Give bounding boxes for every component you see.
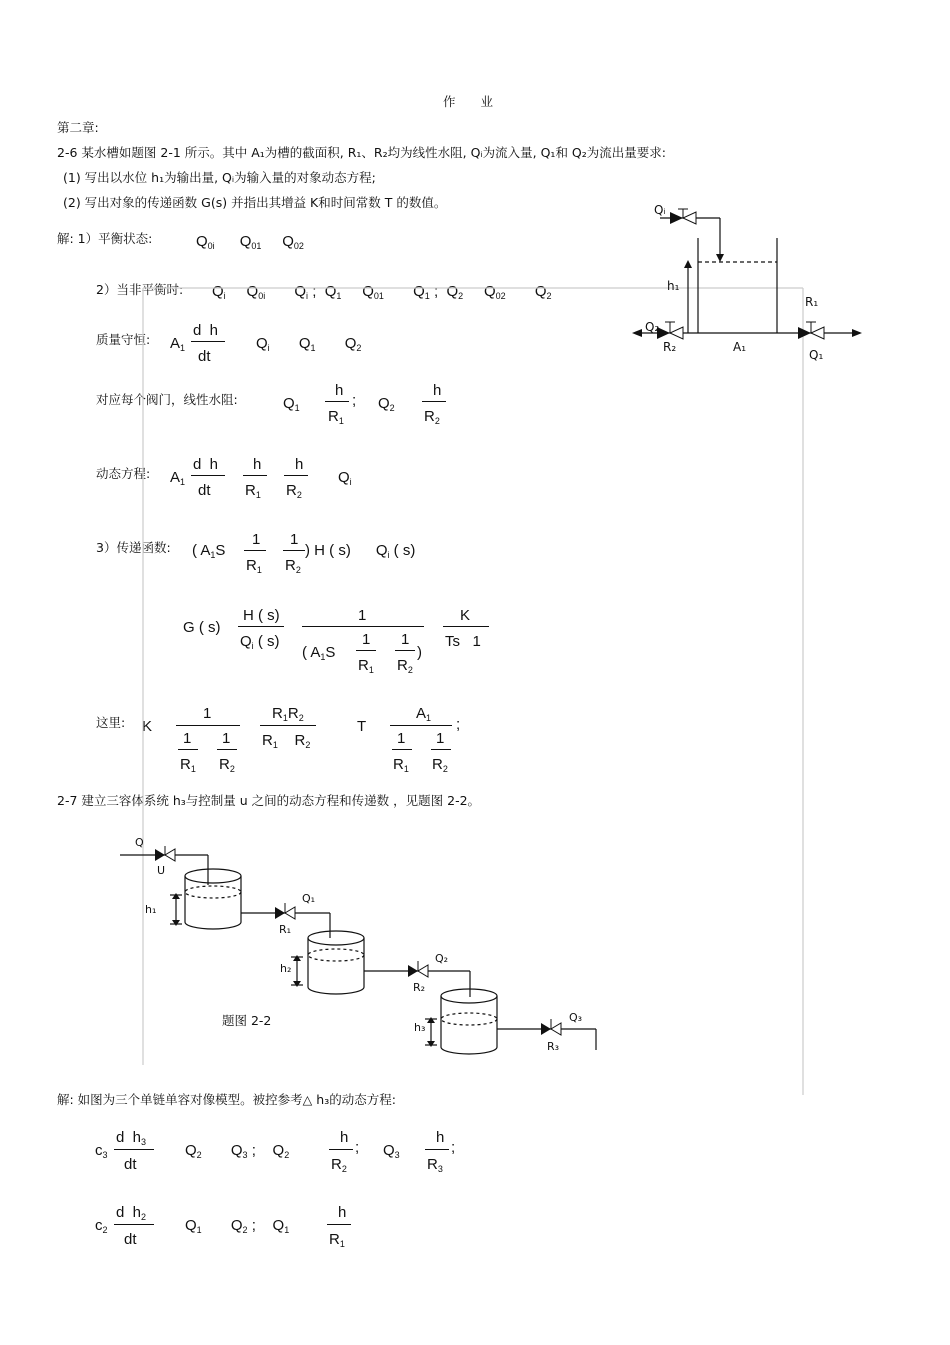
here-label: 这里: xyxy=(96,715,126,730)
problem-2-7-solution-label: 解: 如图为三个单链单容对像模型。被控参考△ h₃的动态方程: xyxy=(57,1092,396,1107)
fig1-r2-label: R₂ xyxy=(663,340,677,354)
mass-balance-label: 质量守恒: xyxy=(96,332,151,347)
solution-equilibrium-label: 解: 1）平衡状态: xyxy=(57,231,153,246)
fig2-h3-label: h₃ xyxy=(414,1021,426,1034)
fig2-q1-label: Q₁ xyxy=(302,892,316,905)
fig2-r1-label: R₁ xyxy=(279,923,292,936)
fig1-a1-label: A₁ xyxy=(733,340,747,354)
problem-2-6-intro: 2-6 某水槽如题图 2-1 所示。其中 A₁为槽的截面积, R₁、R₂均为线性水阻, Qᵢ为流入量, Q₁和 Q₂为流出量要求: xyxy=(57,145,666,160)
fig2-r2-label: R₂ xyxy=(413,981,426,994)
linear-resistance-label: 对应每个阀门，线性水阻: xyxy=(96,392,238,407)
figure-2-2-caption: 题图 2-2 xyxy=(222,1013,272,1028)
dynamic-equation-label: 动态方程: xyxy=(96,466,151,481)
page-title: 作 业 xyxy=(443,94,494,109)
fig1-r1-label: R₁ xyxy=(805,295,819,309)
fig2-h1-label: h₁ xyxy=(145,903,157,916)
fig2-q-label: Q xyxy=(135,836,144,849)
chapter-heading: 第二章: xyxy=(57,120,99,135)
fig2-q2-label: Q₂ xyxy=(435,952,449,965)
fig2-q3-label: Q₃ xyxy=(569,1011,583,1024)
problem-2-6-q1: (1) 写出以水位 h₁为输出量, Qᵢ为输入量的对象动态方程; xyxy=(63,170,376,185)
fig1-qi-label: Qᵢ xyxy=(654,203,666,217)
fig2-r3-label: R₃ xyxy=(547,1040,560,1053)
fig1-h1-label: h₁ xyxy=(667,279,680,293)
fig2-h2-label: h₂ xyxy=(280,962,292,975)
transfer-function-label: 3）传递函数: xyxy=(96,540,171,555)
fig1-q2-label: Q₂ xyxy=(645,320,660,334)
nonequilibrium-label: 2）当非平衡时: xyxy=(96,282,184,297)
problem-2-6-q2: (2) 写出对象的传递函数 G(s) 并指出其增益 K和时间常数 T 的数值。 xyxy=(63,195,447,210)
fig1-q1-label: Q₁ xyxy=(809,348,824,362)
nonequilibrium-equation: $Q_i$ $Q_{0i}$ $Q_i$ ; $Q_1$ $Q_{01}$ $Q_1$ ; $Q_2$ $Q_{02}$ $Q_2$ xyxy=(212,283,552,301)
problem-2-7-intro: 2-7 建立三容体系统 h₃与控制量 u 之间的动态方程和传递数 ，见题图 2-2。 xyxy=(57,793,481,808)
equilibrium-equation: $Q_{0i}$ $Q_{01}$ $Q_{02}$ xyxy=(196,233,304,251)
fig2-u-label: U xyxy=(157,864,166,877)
